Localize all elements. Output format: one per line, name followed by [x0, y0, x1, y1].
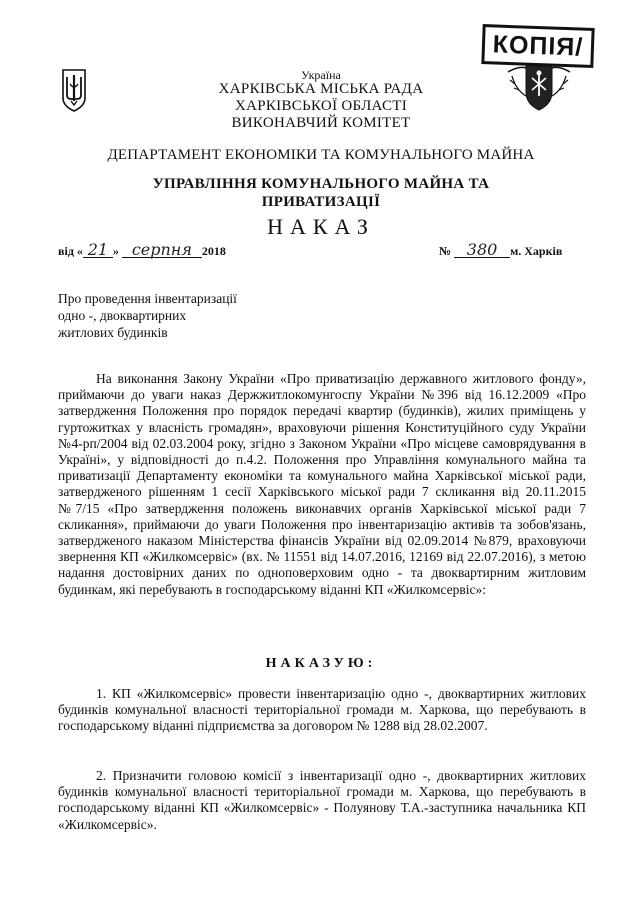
country-label: Україна [301, 68, 341, 82]
order-item: 1. КП «Жилкомсервіс» провести інвентаризацію одно -, двоквартирних житлових будинків комунальної власності територіальної громади м. Харкова, що перебувають в господарському віданні підприємства за договором № 1288 від 28.02.2007. [58, 686, 586, 734]
city-label: м. Харків [510, 244, 563, 258]
document-number [439, 240, 563, 259]
document-date [58, 240, 226, 259]
subject-line: Про проведення інвентаризації [58, 291, 237, 306]
document-subject [58, 290, 237, 341]
subject-line: житлових будинків [58, 325, 168, 340]
council-line: ВИКОНАВЧИЙ КОМІТЕТ [231, 115, 411, 131]
date-year: 2018 [201, 244, 226, 258]
number-prefix: № [439, 244, 452, 258]
copy-stamp: КОПІЯ/ [481, 24, 594, 68]
preamble-paragraph: На виконання Закону України «Про приватизацію державного житлового фонду», приймаючи до уваги наказ Держжитлокомунгоспу України №396 від 16.12.2009 «Про затвердження Положення про порядок передачі квартир (будинків), жилих приміщень у гуртожитках у власність громадян», враховуючи рішення Конституційного суду України №4-рп/2004 від 02.03.2004 року, згідно з Законом України «Про місцеве самоврядування в Україні», у відповідності до п.4.2. Положення про Управління комунального майна та приватизації Департаменту економіки та комунального майна Харківської міської ради, затвердженого рішенням 1 сесії Харківського міської ради 7 скликання від 20.11.2015 №7/15 «Про затвердження положень виконавчих органів Харківської міської ради 7 скликання», приймаючи до уваги Положення про інвентаризацію активів та зобов'язань, затвердженого наказом Міністерства фінансів України від 02.09.2014 №879, враховуючи звернення КП «Жилкомсервіс» (вх. № 11551 від 14.07.2016, 12169 від 22.07.2016), з метою надання достовірних даних по одноповерховим одно - та двоквартирним житловим будинкам, які перебувають в господарському віданні КП «Жилкомсервіс»: [58, 371, 586, 597]
administration-line: УПРАВЛІННЯ КОМУНАЛЬНОГО МАЙНА ТА [152, 176, 490, 192]
order-item: 2. Призначити головою комісії з інвентаризації одно -, двоквартирних житлових будинків комунальної власності територіальної громади м. Харкова, що перебувають в господарському віданні КП «Жилкомсервіс» - Полуянову Т.А.-заступника начальника КП «Жилкомсервіс». [58, 768, 586, 832]
date-prefix: від « [58, 244, 83, 258]
order-heading: НАКАЗУЮ: [265, 656, 377, 671]
date-mid: » [112, 244, 119, 258]
administration-line: ПРИВАТИЗАЦІЇ [261, 194, 381, 210]
number-value: 380 [454, 243, 510, 258]
department-name: ДЕПАРТАМЕНТ ЕКОНОМІКИ ТА КОМУНАЛЬНОГО МАЙНА [107, 147, 535, 163]
administration-name [0, 175, 642, 211]
council-line: ХАРКІВСЬКОЇ ОБЛАСТІ [234, 98, 408, 114]
council-name [0, 81, 642, 132]
date-month: серпня [122, 243, 202, 258]
council-line: ХАРКІВСЬКА МІСЬКА РАДА [218, 81, 424, 97]
subject-line: одно -, двоквартирних [58, 308, 187, 323]
date-day: 21 [83, 243, 113, 258]
document-type-title: НАКАЗ [267, 214, 375, 239]
